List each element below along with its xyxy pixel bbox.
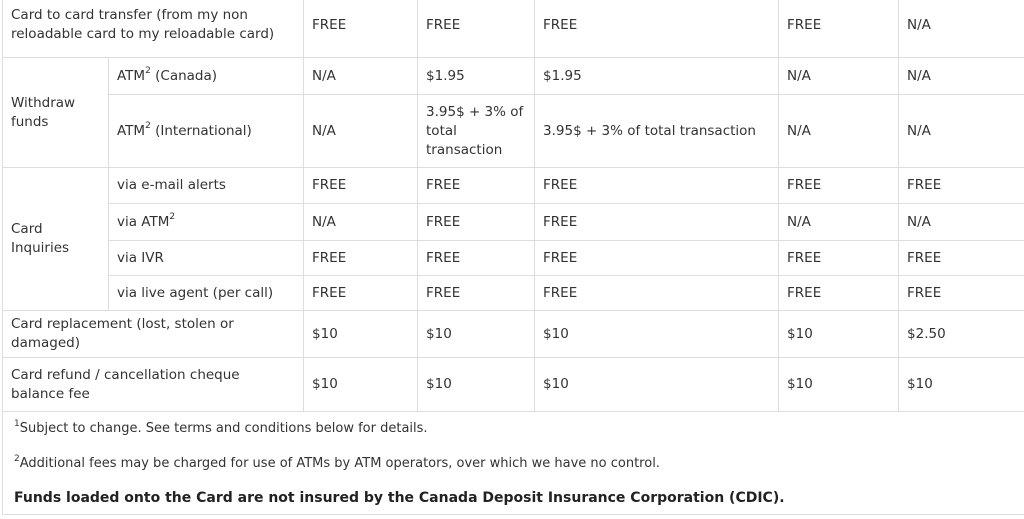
table-row-replacement (3, 311, 1024, 358)
fee-cell: FREE (779, 0, 899, 58)
row-label-email: via e-mail alerts (109, 168, 304, 204)
group-label-inquiries: Card Inquiries (3, 168, 109, 311)
fee-cell: $10 (304, 311, 418, 358)
fee-cell: FREE (779, 241, 899, 276)
fee-cell: FREE (899, 241, 1024, 276)
fee-cell: N/A (304, 95, 418, 168)
fee-cell: $10 (418, 311, 535, 358)
fee-cell: N/A (779, 58, 899, 95)
fee-cell: FREE (418, 204, 535, 241)
footnote-1: $^1$Subject to change. See terms and conditions below for details. (14, 418, 428, 436)
row-label-atm-canada: ATM$^2$ (Canada) (109, 58, 304, 95)
row-label-refund: Card refund / cancellation cheque balance fee (3, 358, 304, 412)
table-row-ivr (3, 241, 1024, 276)
fee-cell: FREE (535, 204, 779, 241)
fee-cell: N/A (779, 95, 899, 168)
fee-cell: FREE (304, 276, 418, 311)
table-row-live-agent (3, 276, 1024, 311)
table-row-atm-canada (3, 58, 1024, 95)
fee-cell: N/A (304, 204, 418, 241)
fee-cell: $10 (779, 358, 899, 412)
fee-cell: N/A (899, 204, 1024, 241)
table-row-email (3, 168, 1024, 204)
fee-table (2, 0, 1024, 412)
footnote-marker: 2 (169, 212, 176, 222)
fee-cell: $10 (418, 358, 535, 412)
footnote-2: $^2$Additional fees may be charged for use of ATMs by ATM operators, over which we have no control. (14, 453, 660, 471)
fee-cell: N/A (899, 0, 1024, 58)
fee-cell: FREE (535, 241, 779, 276)
fee-cell: FREE (418, 241, 535, 276)
footnote-marker: 2 (145, 66, 151, 76)
fee-cell: $10 (304, 358, 418, 412)
fee-cell: N/A (304, 58, 418, 95)
fee-cell: N/A (899, 58, 1024, 95)
fee-cell: FREE (304, 241, 418, 276)
row-label-atm-inquiry: via ATM$^2$ (109, 204, 304, 241)
footnotes (2, 399, 1024, 515)
fee-cell: FREE (418, 276, 535, 311)
fee-cell: FREE (535, 276, 779, 311)
fee-cell: FREE (535, 0, 779, 58)
fee-cell: 3.95$ + 3% of total transaction (418, 95, 535, 168)
fee-cell: $10 (899, 358, 1024, 412)
fee-cell: $10 (779, 311, 899, 358)
footnote-marker: 2 (145, 121, 151, 131)
fee-cell: 3.95$ + 3% of total transaction (535, 95, 779, 168)
table-row-atm-inquiry (3, 204, 1024, 241)
group-label-withdraw: Withdraw funds (3, 58, 109, 168)
cdic-disclaimer: Funds loaded onto the Card are not insured by the Canada Deposit Insurance Corporation (CDIC). (14, 490, 785, 506)
row-label-live-agent: via live agent (per call) (109, 276, 304, 311)
table-row-card-transfer (3, 0, 1024, 58)
fee-cell: FREE (418, 0, 535, 58)
fee-cell: $2.50 (899, 311, 1024, 358)
fee-cell: $10 (535, 358, 779, 412)
table-row-atm-international (3, 95, 1024, 168)
row-label-ivr: via IVR (109, 241, 304, 276)
fee-cell: FREE (899, 276, 1024, 311)
row-label-atm-international: ATM$^2$ (International) (109, 95, 304, 168)
fee-cell: N/A (899, 95, 1024, 168)
fee-cell: $1.95 (535, 58, 779, 95)
row-label-card-transfer: Card to card transfer (from my non reloadable card to my reloadable card) (3, 0, 304, 58)
fee-cell: FREE (418, 168, 535, 204)
fee-cell: N/A (779, 204, 899, 241)
fee-cell: FREE (779, 168, 899, 204)
fee-cell: $1.95 (418, 58, 535, 95)
fee-cell: FREE (535, 168, 779, 204)
fee-cell: $10 (535, 311, 779, 358)
footnote-marker: 2 (14, 453, 20, 464)
row-label-replacement: Card replacement (lost, stolen or damaged) (3, 311, 304, 358)
fee-cell: FREE (304, 0, 418, 58)
footnote-marker: 1 (14, 418, 20, 429)
fee-cell: FREE (899, 168, 1024, 204)
fee-cell: FREE (779, 276, 899, 311)
fee-cell: FREE (304, 168, 418, 204)
